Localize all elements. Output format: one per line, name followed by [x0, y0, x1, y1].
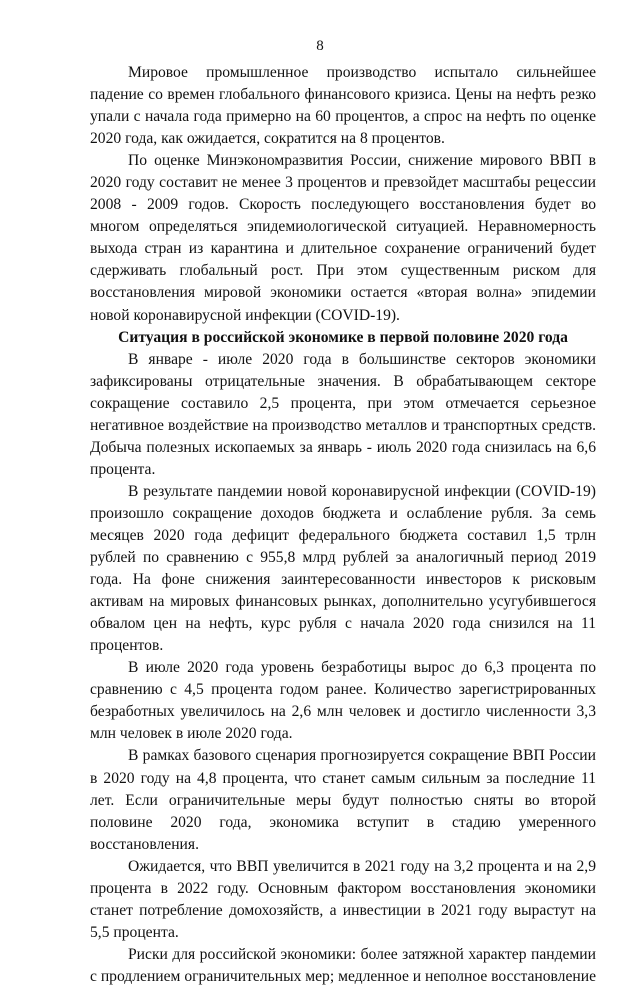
paragraph-unemployment: В июле 2020 года уровень безработицы вырос до 6,3 процента по сравнению с 4,5 процента годом ранее. Количество зарегистрированных безработных увеличилось на 2,6 млн человек и достигло численности 3,3 млн человек в июле 2020 года. [90, 659, 596, 743]
page-body [90, 62, 596, 988]
paragraph-sector-decline: В январе - июле 2020 года в большинстве секторов экономики зафиксированы отрицательные значения. В обрабатывающем секторе сокращение составило 2,5 процента, при этом отмечается серьезное негативное воздействие на производство металлов и транспортных средств. Добыча полезных ископаемых за январь - июль 2020 года снизилась на 6,6 процента. [90, 350, 596, 478]
paragraph-budget-ruble: В результате пандемии новой коронавирусной инфекции (COVID-19) произошло сокращение доходов бюджета и ослабление рубля. За семь месяцев 2020 года дефицит федерального бюджета составил 1,5 трлн рублей по сравнению с 955,8 млрд рублей за аналогичный период 2019 года. На фоне снижения заинтересованности инвесторов к рисковым активам на мировых финансовых рынках, дополнительно усугубившегося обвалом цен на нефть, курс рубля с начала 2020 года снизился на 11 процентов. [90, 482, 596, 655]
paragraph-risks: Риски для российской экономики: более затяжной характер пандемии с продлением ограничительных мер; медленное и неполное восстановление [90, 945, 596, 985]
paragraph-world-gdp-forecast: По оценке Минэкономразвития России, снижение мирового ВВП в 2020 году составит не менее 3 процентов и превзойдет масштабы рецессии 2008 - 2009 годов. Скорость последующего восстановления будет во многом определяться эпидемиологической ситуацией. Неравномерность выхода стран из карантина и длительное сохранение ограничений будет сдерживать глобальный рост. При этом существенным риском для восстановления мировой экономики остается «вторая волна» эпидемии новой коронавирусной инфекции (COVID-19). [90, 152, 596, 324]
paragraph-industrial-production: Мировое промышленное производство испытало сильнейшее падение со времен глобального финансового кризиса. Цены на нефть резко упали с начала года примерно на 60 процентов, а спрос на нефть по оценке 2020 года, как ожидается, сократится на 8 процентов. [90, 64, 596, 148]
paragraph-base-scenario: В рамках базового сценария прогнозируется сокращение ВВП России в 2020 году на 4,8 процента, что станет самым сильным за последние 11 лет. Если ограничительные меры будут полностью сняты во второй половине 2020 года, экономика вступит в стадию умеренного восстановления. [90, 747, 596, 853]
page-number: 8 [316, 38, 324, 54]
paragraph-gdp-growth-expectation: Ожидается, что ВВП увеличится в 2021 году на 3,2 процента и на 2,9 процента в 2022 году. Основным фактором восстановления экономики станет потребление домохозяйств, а инвестиции в 2021 году вырастут на 5,5 процента. [90, 857, 596, 941]
section-heading: Ситуация в российской экономике в первой половине 2020 года [118, 328, 568, 346]
